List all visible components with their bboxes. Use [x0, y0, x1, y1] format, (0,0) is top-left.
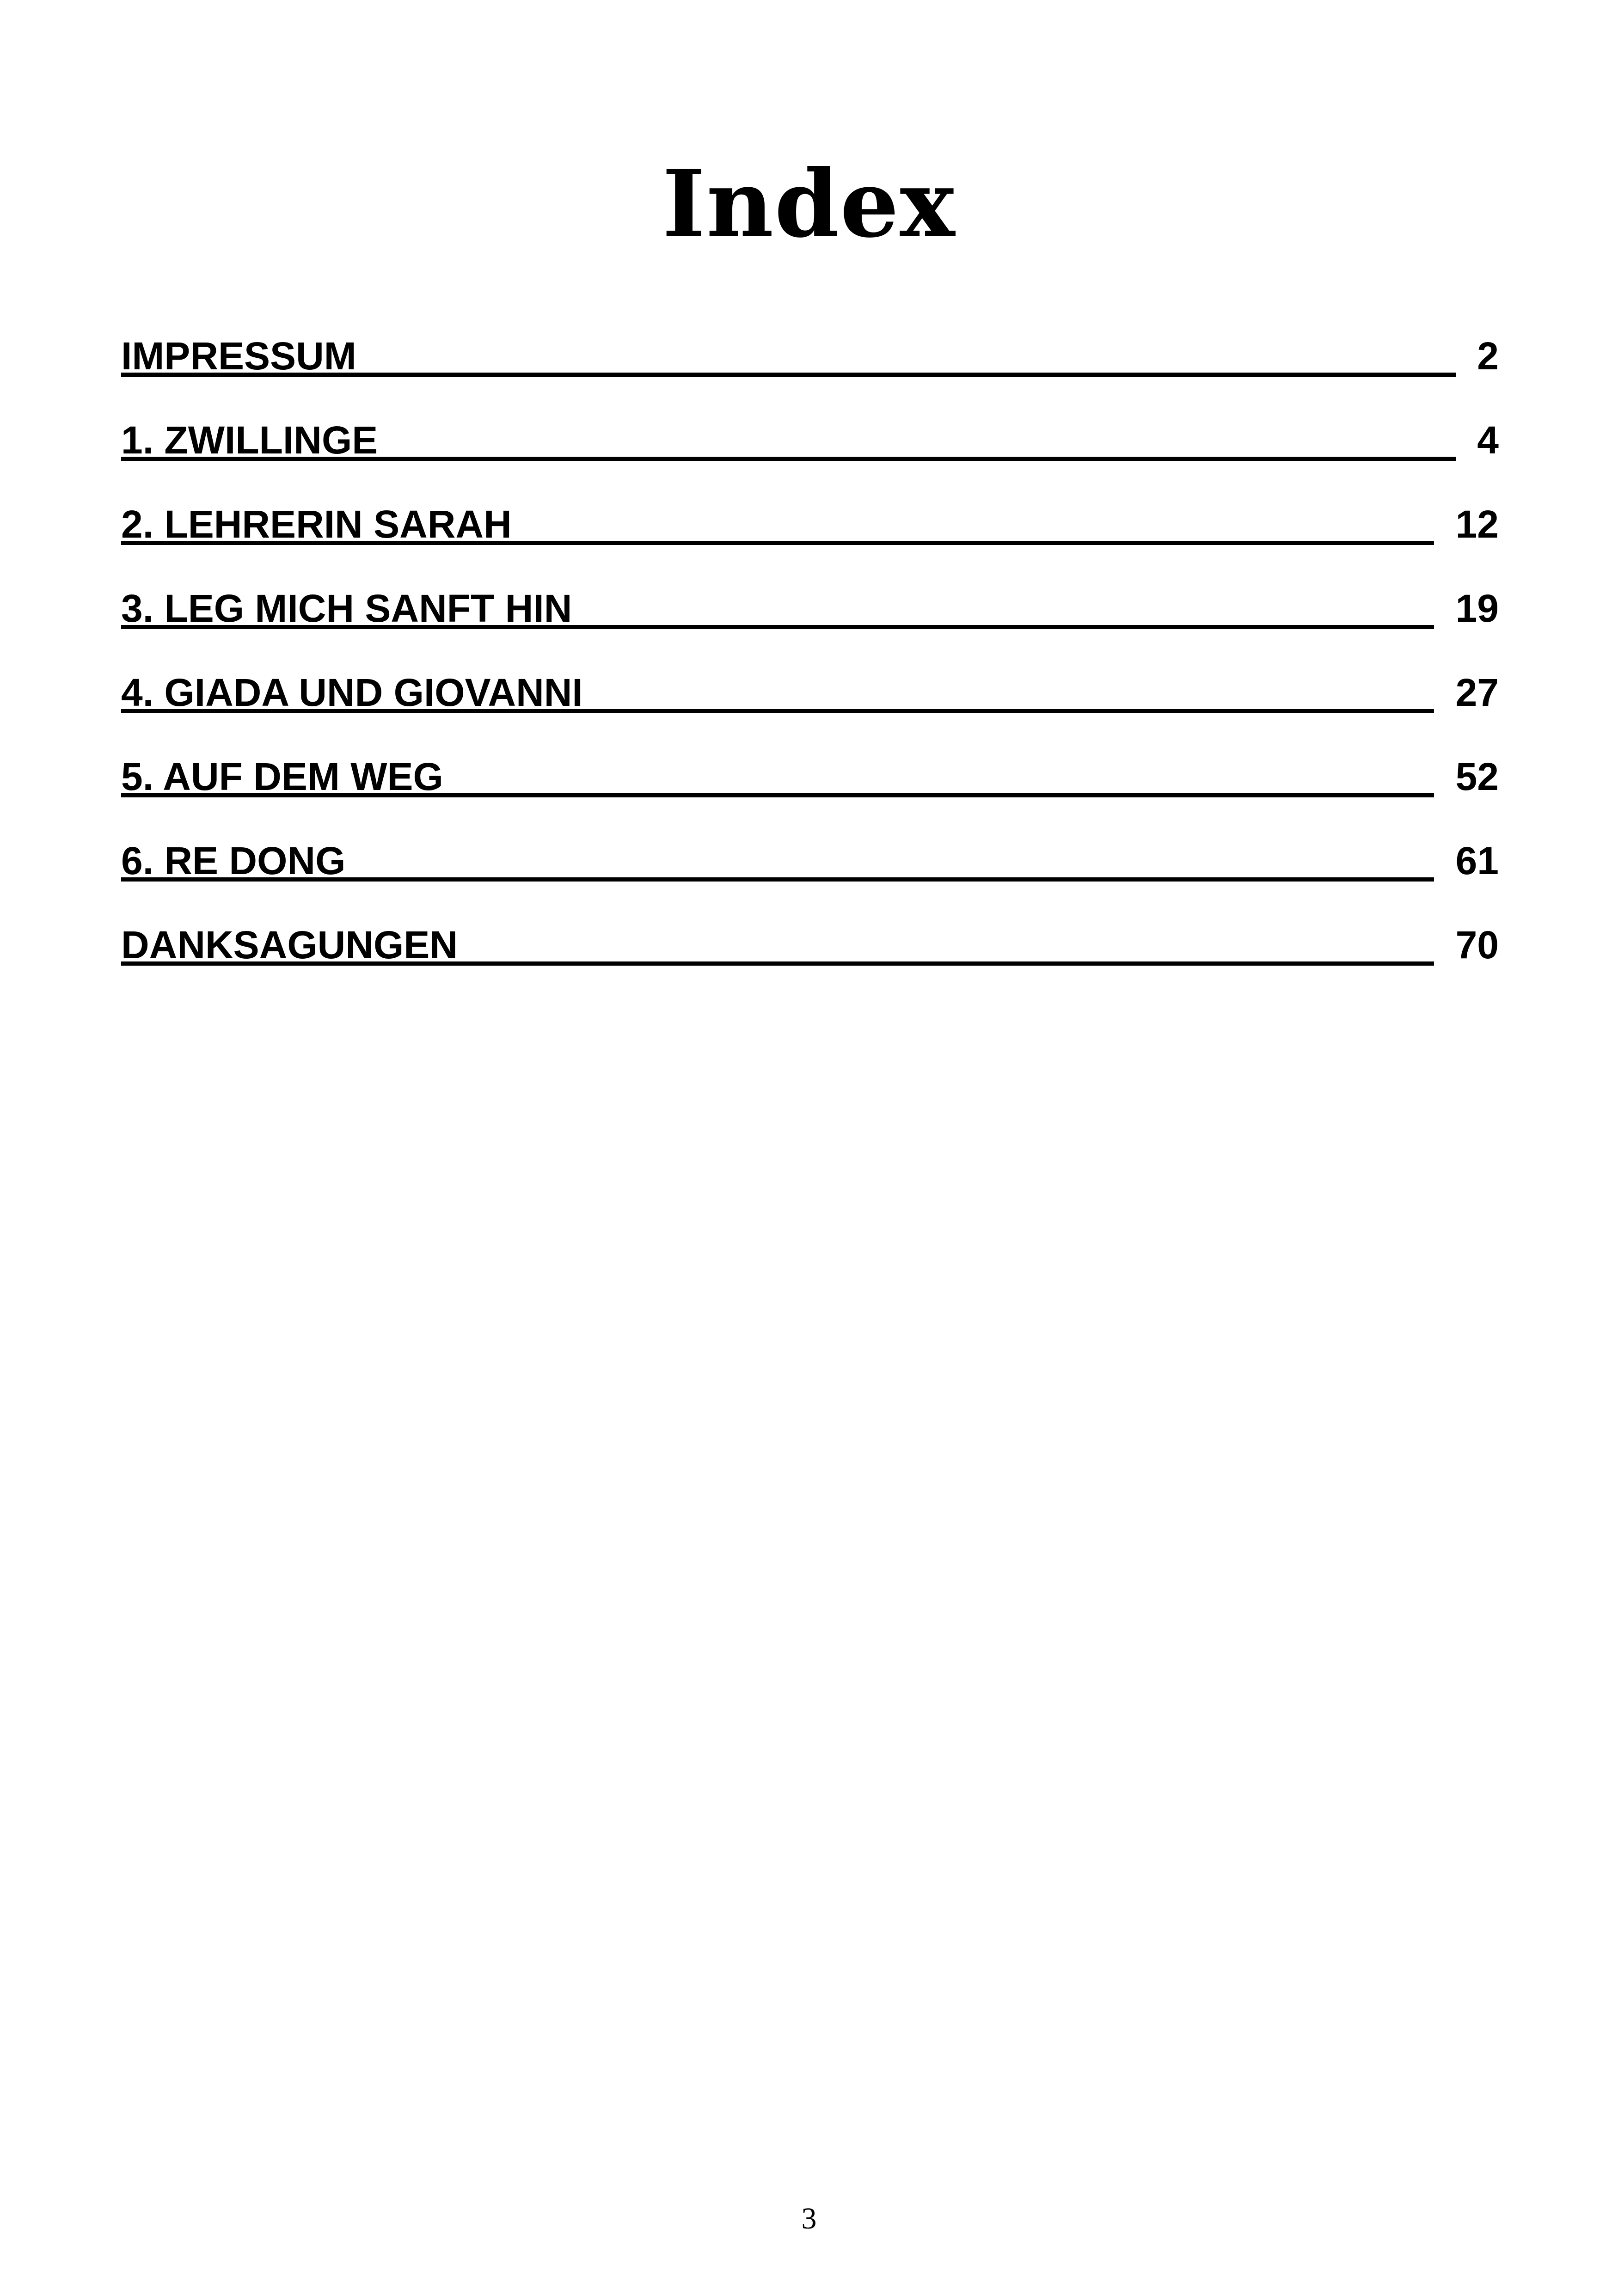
- toc-entry-danksagungen[interactable]: [121, 922, 1499, 1006]
- toc-entry-zwillinge[interactable]: [121, 417, 1499, 501]
- toc-entry-label: DANKSAGUNGEN: [121, 922, 468, 968]
- toc-entry-page: 12: [1455, 502, 1499, 546]
- toc-leader-line: [121, 625, 1434, 629]
- toc-entry-page: 61: [1455, 839, 1499, 882]
- toc-entry-label: IMPRESSUM: [121, 333, 367, 379]
- toc-entry-page: 52: [1455, 755, 1499, 798]
- toc-leader-line: [121, 793, 1434, 797]
- toc-leader-line: [121, 709, 1434, 713]
- toc-entry-page: 19: [1455, 587, 1499, 630]
- toc-entry-auf-dem-weg[interactable]: [121, 753, 1499, 838]
- toc-entry-label: 5. AUF DEM WEG: [121, 753, 454, 800]
- toc-entry-giada-und-giovanni[interactable]: [121, 669, 1499, 753]
- toc-leader-line: [121, 877, 1434, 882]
- toc-entry-lehrerin-sarah[interactable]: [121, 501, 1499, 585]
- toc-entry-impressum[interactable]: [121, 333, 1499, 417]
- table-of-contents: [121, 333, 1499, 1006]
- toc-leader-line: [121, 457, 1456, 461]
- toc-entry-label: 3. LEG MICH SANFT HIN: [121, 585, 576, 631]
- toc-entry-page: 2: [1477, 334, 1499, 378]
- toc-entry-leg-mich-sanft-hin[interactable]: [121, 585, 1499, 669]
- toc-entry-label: 2. LEHRERIN SARAH: [121, 501, 522, 547]
- toc-leader-line: [121, 961, 1434, 966]
- page-title: Index: [662, 150, 956, 258]
- toc-entry-page: 4: [1477, 418, 1499, 462]
- toc-entry-label: 6. RE DONG: [121, 838, 347, 884]
- toc-entry-label: 1. ZWILLINGE: [121, 417, 402, 463]
- toc-leader-line: [121, 541, 1434, 545]
- toc-entry-page: 27: [1455, 671, 1499, 714]
- toc-leader-line: [121, 373, 1456, 377]
- toc-entry-re-dong[interactable]: [121, 838, 1499, 922]
- toc-entry-page: 70: [1455, 923, 1499, 967]
- page-number: 3: [801, 2202, 817, 2235]
- toc-entry-label: 4. GIADA UND GIOVANNI: [121, 669, 615, 716]
